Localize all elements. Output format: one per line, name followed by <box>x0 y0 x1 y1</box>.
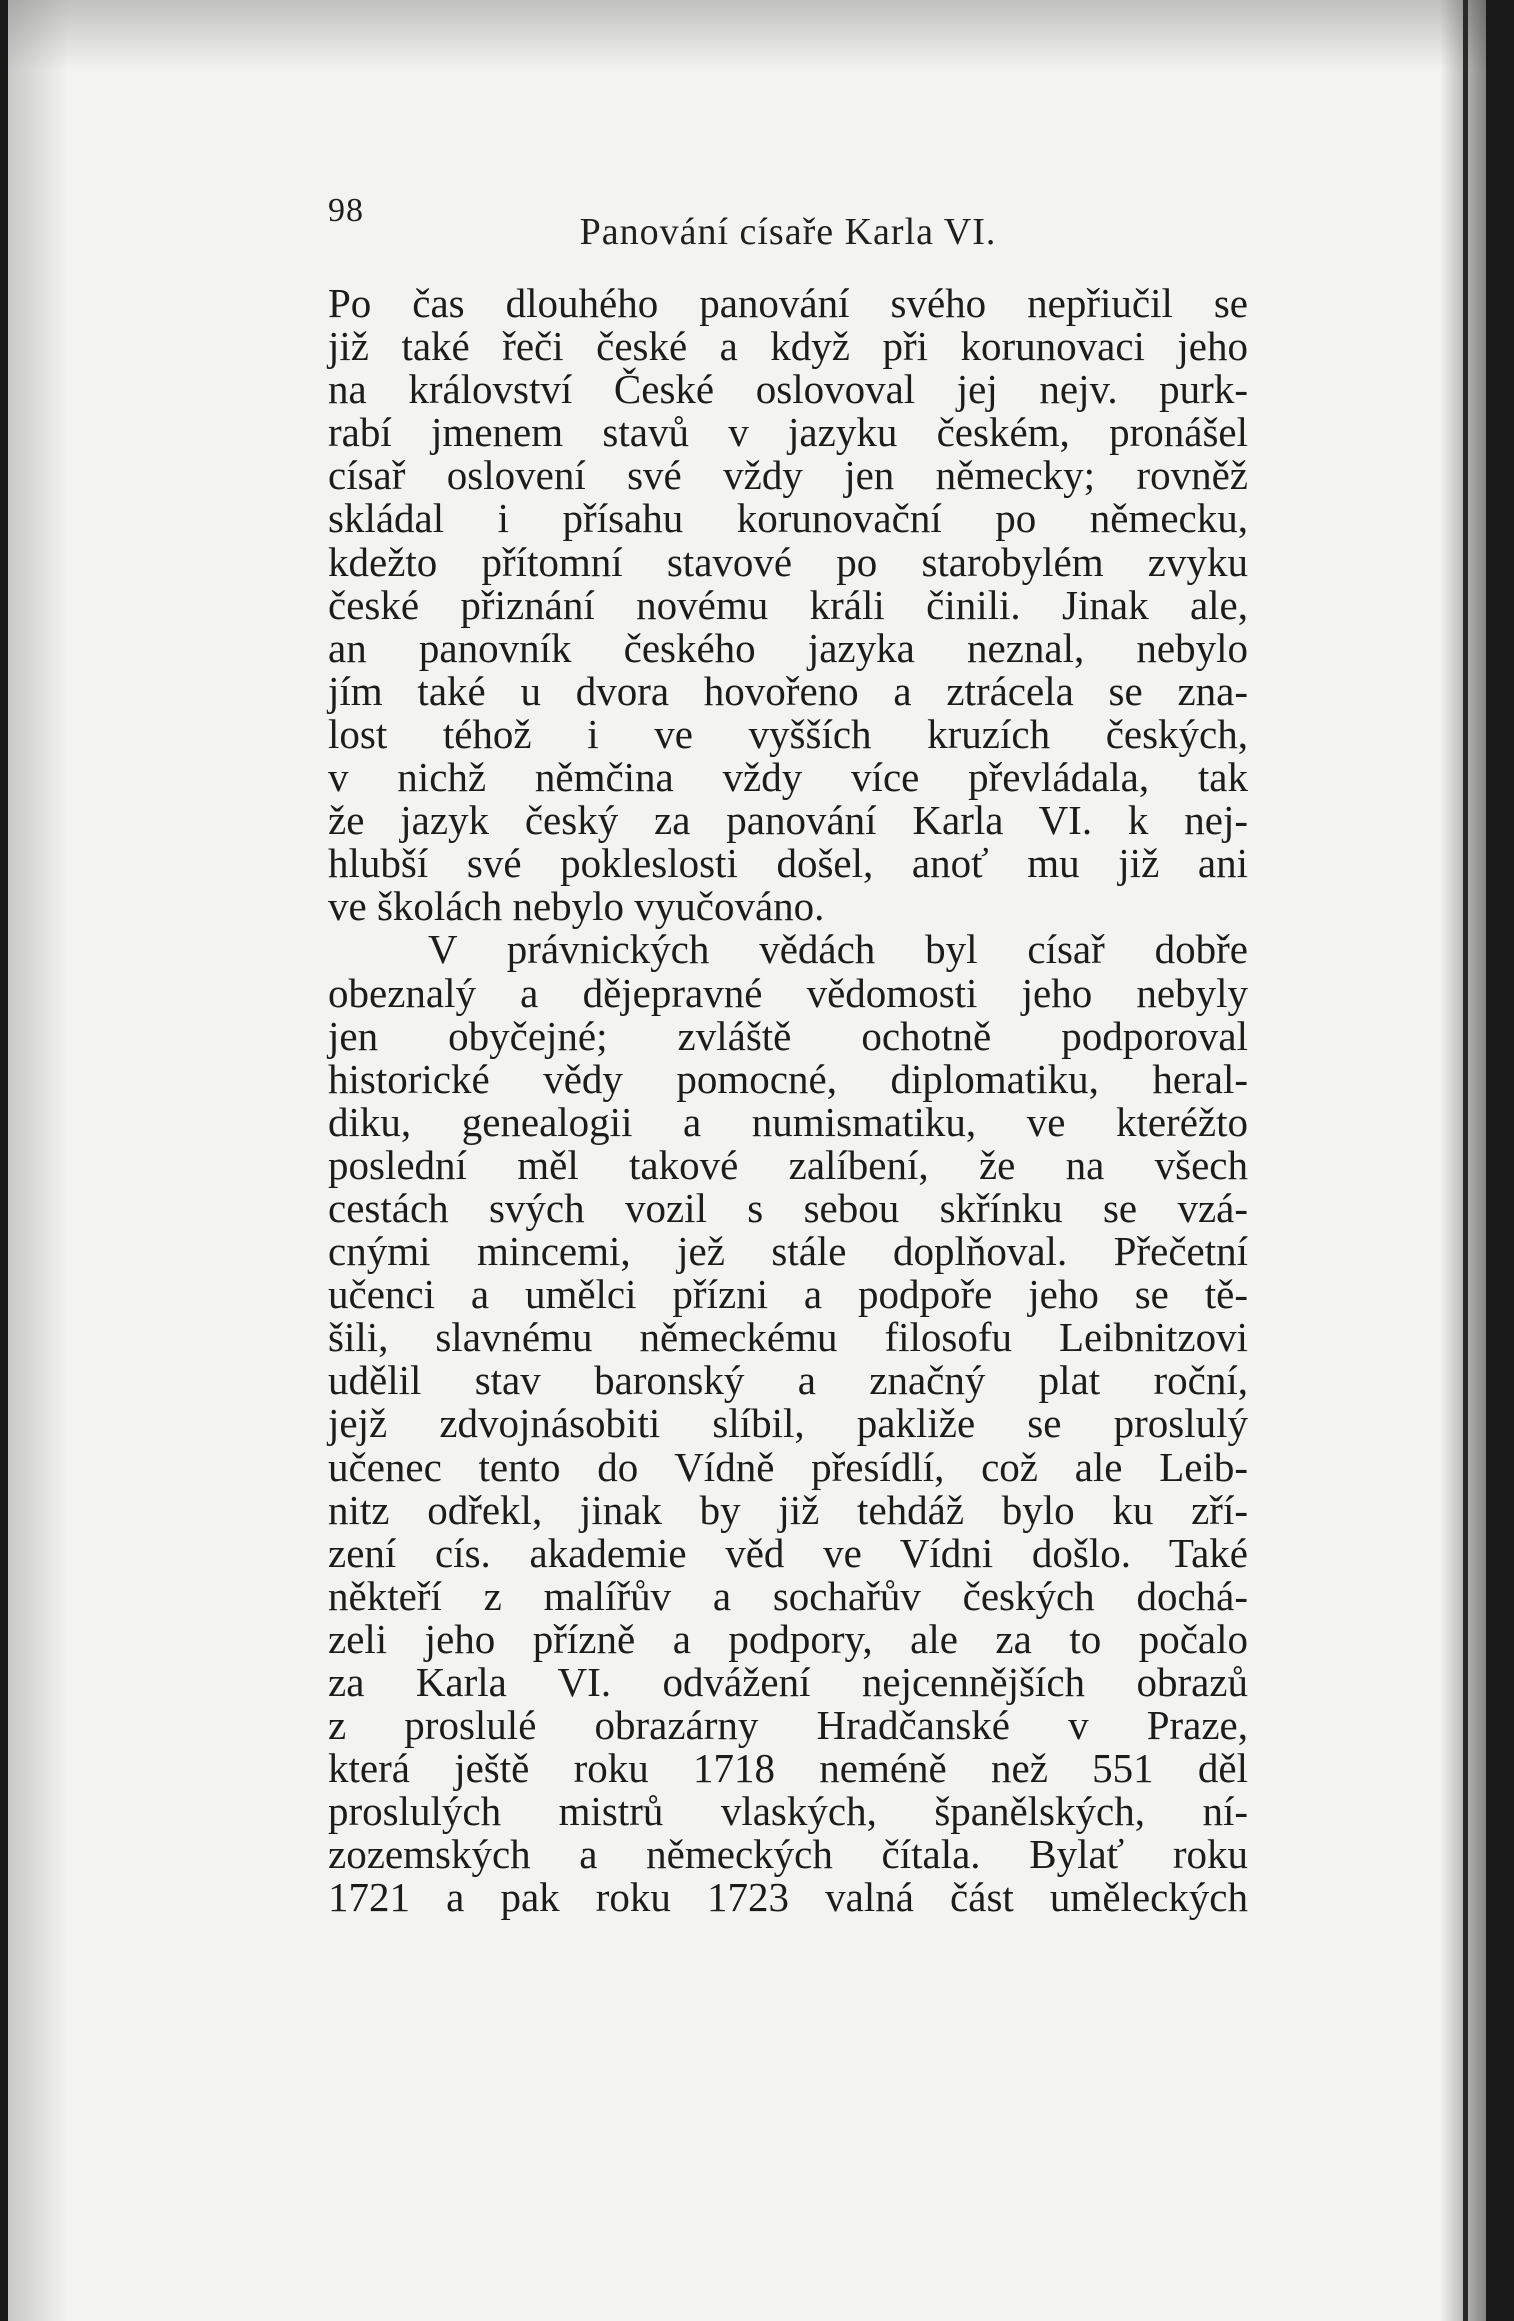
text-line: 1721 a pak roku 1723 valná část uměleckých <box>328 1874 1248 1921</box>
text-line: za Karla VI. odvážení nejcennějších obrazů <box>328 1659 1248 1705</box>
text-line: Po čas dlouhého panování svého nepřiučil se <box>328 280 1248 326</box>
text-line: cnými mincemi, jež stále doplňoval. Přečetní <box>328 1228 1248 1275</box>
text-line: šili, slavnému německému filosofu Leibnitzovi <box>328 1314 1248 1361</box>
text-line: která ještě roku 1718 neméně než 551 děl <box>328 1745 1248 1792</box>
page-edge-shadow-left <box>8 0 68 2321</box>
text-line: císař oslovení své vždy jen německy; rovněž <box>328 452 1248 499</box>
text-line: z proslulé obrazárny Hradčanské v Praze, <box>328 1702 1248 1749</box>
page-header <box>328 192 1248 252</box>
text-line: české přiznání novému králi činili. Jinak ale, <box>328 581 1248 628</box>
text-line: jen obyčejné; zvláště ochotně podporoval <box>328 1012 1248 1059</box>
text-line: diku, genealogii a numismatiku, ve kteréžto <box>328 1098 1248 1145</box>
page-binding-edge <box>1463 0 1468 2321</box>
book-page <box>8 0 1486 2321</box>
page-number: 98 <box>328 192 364 229</box>
text-line: zeli jeho přízně a podpory, ale za to počalo <box>328 1615 1248 1662</box>
paragraph-1 <box>328 282 1248 928</box>
text-line: učenec tento do Vídně přesídlí, což ale Leib- <box>328 1443 1248 1490</box>
text-line: hlubší své pokleslosti došel, anoť mu již ani <box>328 840 1248 887</box>
text-line: historické vědy pomocné, diplomatiku, heral- <box>328 1055 1248 1102</box>
body-text <box>328 282 1248 1920</box>
text-line: obeznalý a dějepravné vědomosti jeho nebyly <box>328 969 1248 1016</box>
text-line: nitz odřekl, jinak by již tehdáž bylo ku zří- <box>328 1486 1248 1533</box>
text-line: rabí jmenem stavů v jazyku českém, pronášel <box>328 409 1248 456</box>
text-line: že jazyk český za panování Karla VI. k nej- <box>328 797 1248 844</box>
text-line: zozemských a německých čítala. Bylať roku <box>328 1831 1248 1878</box>
text-line: skládal i přísahu korunovační po německu, <box>328 495 1248 542</box>
text-line: ve školách nebylo vyučováno. <box>328 883 825 930</box>
text-line: někteří z malířův a sochařův českých dochá- <box>328 1572 1248 1619</box>
text-line: lost téhož i ve vyšších kruzích českých, <box>328 710 1248 757</box>
text-line: jejž zdvojnásobiti slíbil, pakliže se proslulý <box>328 1400 1248 1447</box>
text-line: V právnických vědách byl císař dobře <box>428 926 1248 973</box>
running-title: Panování císaře Karla VI. <box>579 211 997 253</box>
text-line: proslulých mistrů vlaských, španělských, ní- <box>328 1788 1248 1835</box>
text-line: poslední měl takové zalíbení, že na všech <box>328 1141 1248 1188</box>
text-line: cestách svých vozil s sebou skřínku se vzá- <box>328 1184 1248 1231</box>
text-line: učenci a umělci přízni a podpoře jeho se tě- <box>328 1271 1248 1318</box>
text-line: udělil stav baronský a značný plat roční, <box>328 1357 1248 1404</box>
text-line: již také řeči české a když při korunovaci jeho <box>328 323 1248 370</box>
paragraph-2 <box>328 928 1248 1919</box>
text-line: na království České oslovoval jej nejv. purk- <box>328 366 1248 413</box>
text-line: kdežto přítomní stavové po starobylém zvyku <box>328 538 1248 585</box>
text-line: zení cís. akademie věd ve Vídni došlo. Také <box>328 1529 1248 1576</box>
text-line: jím také u dvora hovořeno a ztrácela se zna- <box>328 667 1248 714</box>
text-line: an panovník českého jazyka neznal, nebylo <box>328 624 1248 671</box>
text-line: v nichž němčina vždy více převládala, tak <box>328 754 1248 801</box>
page-edge-shadow-top <box>8 0 1486 70</box>
